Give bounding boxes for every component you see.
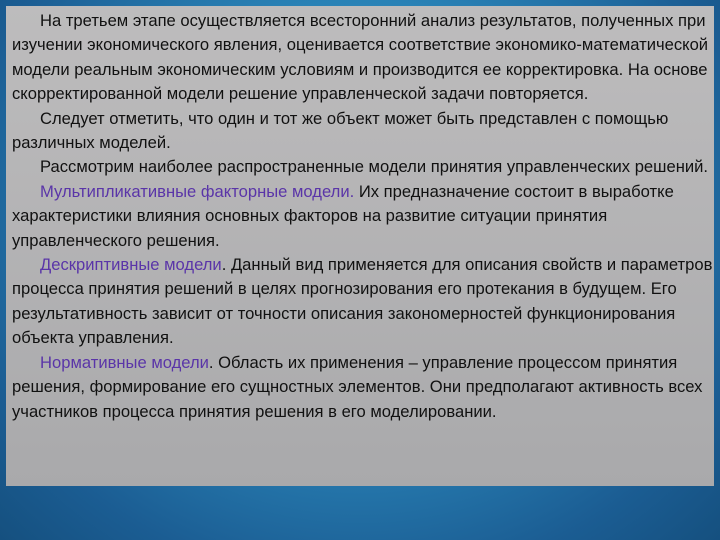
slide-body-text <box>12 9 720 424</box>
descriptive-models-description: . Данный вид применяется для описания свойств и параметров процесса принятия решений в целях прогнозирования его протекания в будущем. Его результативность зависит от точности описания закономерностей функционирования объекта управления. <box>12 255 713 348</box>
multiplicative-models-description: Их предназначение состоит в выработке характеристики влияния основных факторов на развитие ситуации принятия управленческого решения. <box>12 181 674 250</box>
term-normative-models: Нормативные модели <box>40 352 209 372</box>
paragraph-multiple-models: Следует отметить, что один и тот же объект может быть представлен с помощью различных моделей. <box>12 108 669 153</box>
paragraph-analysis-stage: На третьем этапе осуществляется всесторонний анализ результатов, полученных при изучении экономического явления, оценивается соответствие экономико-математической модели реальным экономическим условиям и производится ее корректировка. На основе скорректированной модели решение управленческой задачи повторяется. <box>12 11 709 104</box>
paragraph-normative-models <box>12 351 720 424</box>
paragraph-descriptive-models <box>12 253 720 351</box>
paragraph-common-models-intro: Рассмотрим наиболее распространенные модели принятия управленческих решений. <box>40 157 709 177</box>
background-band <box>0 486 720 540</box>
paragraph-multiplicative-models <box>12 180 720 253</box>
term-multiplicative-models: Мультипликативные факторные модели. <box>40 181 355 201</box>
content-panel <box>6 6 714 486</box>
term-descriptive-models: Дескриптивные модели <box>40 255 222 275</box>
normative-models-description: . Область их применения – управление процессом принятия решения, формирование его сущностных элементов. Они предполагают активность всех участников процесса принятия решения в его моделировании. <box>12 352 703 421</box>
